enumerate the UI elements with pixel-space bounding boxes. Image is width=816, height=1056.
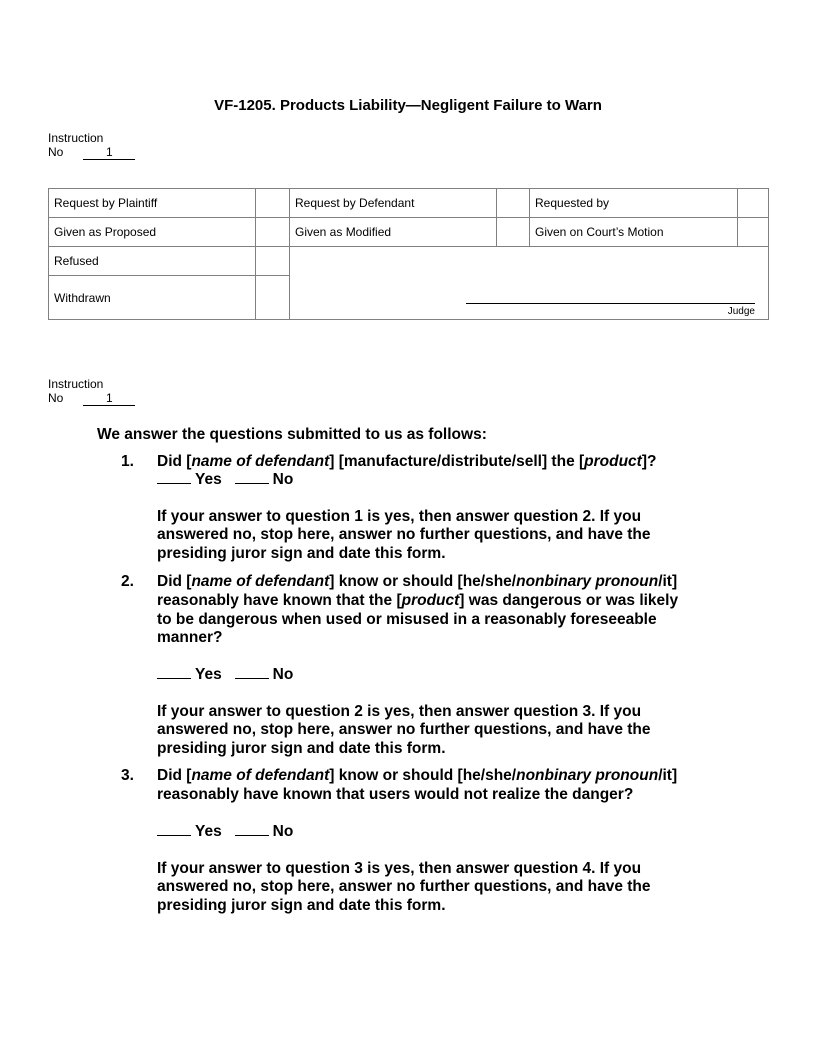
instruction-line: If your answer to question 1 is yes, then answer question 2. If you — [157, 508, 642, 525]
instruction-status-table — [48, 188, 769, 320]
given-court-box[interactable] — [738, 218, 769, 247]
question-number: 3. — [121, 767, 134, 784]
answer-options[interactable]: Yes No — [157, 666, 293, 684]
no-blank[interactable] — [235, 666, 269, 679]
given-proposed-label: Given as Proposed — [49, 218, 256, 247]
question-3-text: Did [name of defendant] know or should [he/she/nonbinary pronoun/it] — [157, 767, 678, 784]
instruction-number[interactable]: 1 — [83, 391, 135, 406]
instruction-line: presiding juror sign and date this form. — [157, 897, 446, 914]
instruction-line: If your answer to question 2 is yes, then answer question 3. If you — [157, 703, 642, 720]
request-plaintiff-label: Request by Plaintiff — [49, 189, 256, 218]
question-number: 1. — [121, 453, 134, 470]
withdrawn-label: Withdrawn — [49, 276, 256, 320]
instruction-line: answered no, stop here, answer no further questions, and have the — [157, 721, 651, 738]
question-2-text: reasonably have known that the [product] was dangerous or was likely — [157, 592, 679, 609]
given-court-label: Given on Court’s Motion — [530, 218, 738, 247]
refused-box[interactable] — [256, 247, 290, 276]
request-plaintiff-box[interactable] — [256, 189, 290, 218]
question-1-text: Did [name of defendant] [manufacture/distribute/sell] the [product]? — [157, 453, 657, 470]
request-defendant-box[interactable] — [497, 189, 530, 218]
instruction-line: answered no, stop here, answer no further questions, and have the — [157, 526, 651, 543]
given-proposed-box[interactable] — [256, 218, 290, 247]
judge-signature-area[interactable] — [290, 247, 769, 320]
question-2-text: to be dangerous when used or misused in a reasonably foreseeable — [157, 611, 657, 628]
request-defendant-label: Request by Defendant — [290, 189, 497, 218]
no-blank[interactable] — [235, 471, 269, 484]
instruction-line: If your answer to question 3 is yes, then answer question 4. If you — [157, 860, 642, 877]
yes-blank[interactable] — [157, 666, 191, 679]
instruction-label: Instruction — [48, 131, 104, 145]
answer-options[interactable]: Yes No — [157, 471, 293, 489]
intro-text: We answer the questions submitted to us as follows: — [97, 426, 487, 443]
no-label: No — [48, 391, 64, 405]
judge-label: Judge — [727, 306, 755, 317]
question-2-text: manner? — [157, 629, 223, 646]
requested-by-label: Requested by — [530, 189, 738, 218]
given-modified-label: Given as Modified — [290, 218, 497, 247]
no-label: No — [48, 145, 64, 159]
instruction-block-2 — [48, 377, 135, 406]
instruction-line: answered no, stop here, answer no further questions, and have the — [157, 878, 651, 895]
requested-by-box[interactable] — [738, 189, 769, 218]
question-2-text: Did [name of defendant] know or should [he/she/nonbinary pronoun/it] — [157, 573, 678, 590]
yes-blank[interactable] — [157, 471, 191, 484]
instruction-number[interactable]: 1 — [83, 145, 135, 160]
instruction-block — [48, 131, 135, 160]
answer-options[interactable]: Yes No — [157, 823, 293, 841]
refused-label: Refused — [49, 247, 256, 276]
question-number: 2. — [121, 573, 134, 590]
no-blank[interactable] — [235, 823, 269, 836]
instruction-line: presiding juror sign and date this form. — [157, 740, 446, 757]
given-modified-box[interactable] — [497, 218, 530, 247]
question-3-text: reasonably have known that users would not realize the danger? — [157, 786, 634, 803]
withdrawn-box[interactable] — [256, 276, 290, 320]
yes-blank[interactable] — [157, 823, 191, 836]
instruction-label: Instruction — [48, 377, 104, 391]
instruction-line: presiding juror sign and date this form. — [157, 545, 446, 562]
page-title: VF-1205. Products Liability—Negligent Failure to Warn — [214, 97, 602, 114]
